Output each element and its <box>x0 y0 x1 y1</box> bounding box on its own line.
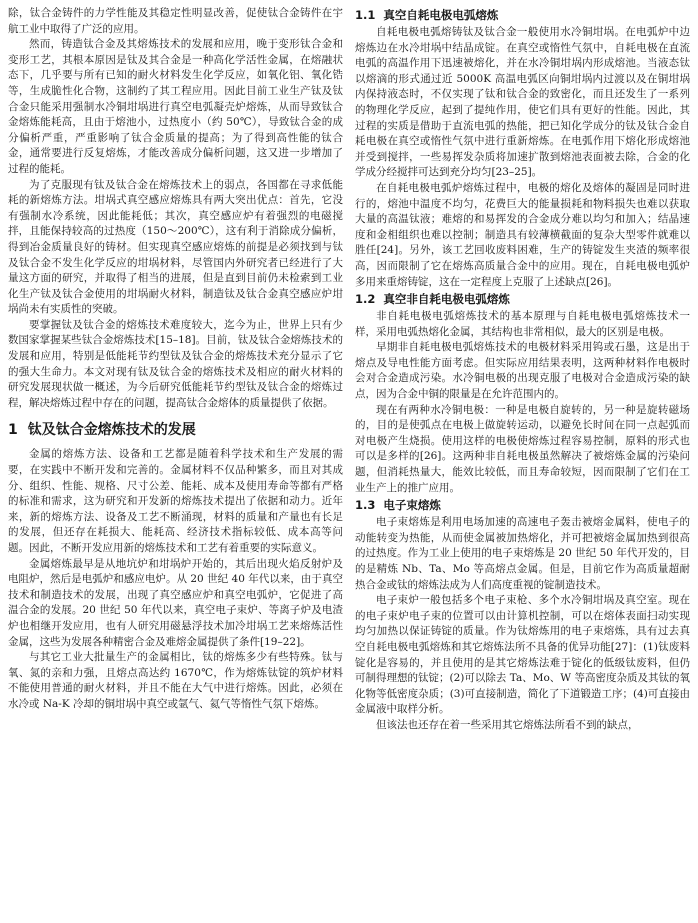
paragraph: 金属的熔炼方法、设备和工艺都是随着科学技术和生产发展的需要，在实践中不断开发和完善的。金属材料不仅品种繁多，而且对其成分、组织、性能、规格、尺寸公差、能耗、成本及使用寿命等都有严格的标准和需求，这为研究和开发新的熔炼技术提出了依据和动力。近年来，新的熔炼方法、设备及工艺不断涌现，材料的质量和产量也有长足的发展，但还存在耗损大、能耗高、经济技术指标较低、成本高等问题。因此，不断开发应用新的熔炼技术和工艺有着重要的实际意义。 <box>8 448 343 554</box>
paragraph: 电子束炉一般包括多个电子束枪、多个水冷铜坩埚及真空室。现在的电子束炉电子束的位置可以由计算机控制，可以在熔体表面扫动实现均匀加热以保证铸锭的质量。作为钛熔炼用的电子束熔炼，具有过去真空自耗电极电弧熔炼和其它熔炼法所不具备的优异功能[27]：(1)钛废料锭化是容易的，并且使用的是其它熔炼法难于锭化的低级钛废料，但仍可制得理想的钛锭；(2)可以除去 Ta、Mo、W 等高密度杂质及其钛的氧化物等低密度杂质；(3)可直接制造，简化了下道锻造工序；(4)可直接由金属液中取样分析。 <box>355 594 690 716</box>
paragraph: 除，钛合金铸件的力学性能及其稳定性明显改善，促使钛合金铸件在宇航工业中取得了广泛的应用。 <box>8 7 343 35</box>
subsection-number: 1.3 <box>355 498 376 513</box>
subsection-number: 1.2 <box>355 292 376 307</box>
subsection-heading <box>355 7 690 24</box>
paragraph: 但该法也还存在着一些采用其它熔炼法所看不到的缺点， <box>376 718 639 731</box>
subsection-heading <box>355 291 690 308</box>
left-column <box>8 6 343 918</box>
paragraph: 自耗电极电弧熔铸钛及钛合金一般使用水冷铜坩埚。在电弧炉中边熔炼边在水冷坩埚中结晶成锭。在真空或惰性气氛中，自耗电极在直流电弧的高温作用下迅速被熔化，并在水冷铜坩埚内形成熔池。当液态钛以熔滴的形式通过近 5000K 高温电弧区向铜坩埚内过渡以及在铜坩埚内保持液态时，不仅实现了钛和钛合金的致密化，而且还发生了一系列的物理化学反应，起到了提纯作用，使它们具有更好的性能。因此，其过程的实质是借助于直流电弧的热能，把已知化学成分的钛及钛合金自耗电极在真空或惰性气氛中进行重新熔炼。在电弧作用下熔化形成熔池并受到搅拌，一些易挥发杂质将加速扩散到熔池表面被去除，合金的化学成分经搅拌可达到充分均匀[23–25]。 <box>355 26 690 179</box>
paragraph: 在自耗电极电弧炉熔炼过程中，电极的熔化及熔体的凝固是同时进行的，熔池中温度不均匀，花费巨大的能量损耗和物料损失也难以获取大量的高温钛液；难熔的和易挥发的合金成分难以均匀和加入；结晶速度和金相组织也难以控制；制造具有较薄横截面的复杂大型零件就难以胜任[24]。另外，该工艺回收废料困难，生产的铸锭发生夹渣的频率很高，因而限制了它在熔炼高质量合金中的应用。现在，自耗电极电弧炉多用来重熔铸锭，这在一定程度上克服了上述缺点[26]。 <box>355 181 690 288</box>
paragraph: 早期非自耗电极电弧熔炼技术的电极材料采用钨或石墨，这是出于熔点及导电性能方面考虑。但实际应用结果表明，这两种材料作电极时会对合金造成污染。水冷铜电极的出现克服了电极对合金造成污染的缺点，因为合金中铜的限量是在允许范围内的。 <box>355 341 690 401</box>
paragraph: 非自耗电极电弧熔炼技术的基本原理与自耗电极电弧熔炼技术一样，采用电弧热熔化金属，其结构也非常相似，最大的区别是电极。 <box>355 310 690 338</box>
paragraph: 要掌握钛及钛合金的熔炼技术难度较大，迄今为止，世界上只有少数国家掌握某些钛合金熔炼技术[15–18]。目前，钛及钛合金熔炼技术的发展和应用，特别是低能耗节约型钛及钛合金的熔炼技术充分显示了它的强大生命力。本文对现有钛及钛合金的熔炼技术及相应的耐火材料的研究发展现状做一概述，为今后研究低能耗节约型钛及钛合金的熔炼过程，解决熔炼过程中存在的问题，提高钛合金熔体的质量提供了依据。 <box>8 318 343 409</box>
subsection-number: 1.1 <box>355 8 376 22</box>
paragraph: 为了克服现有钛及钛合金在熔炼技术上的弱点，各国都在寻求低能耗的新熔炼方法。坩埚式真空感应熔炼具有两大突出优点：首先，它没有强制水冷系统，因此能耗低；其次，真空感应炉有着强烈的电磁搅拌，且能保持较高的过热度（150～200℃），这有利于消除成分偏析，得到冶金质量良好的铸材。但实现真空感应熔炼的前提是必须找到与钛及钛合金不发生化学反应的坩埚材料，尽管国内外研究者已经进行了大量这方面的研究，并取得了相当的进展，但是直到目前仍未检索到工业化生产钛及钛合金使用的坩埚耐火材料，制造钛及钛合金真空感应炉坩埚尚未有实质性的突破。 <box>8 178 343 316</box>
paragraph: 现在有两种水冷铜电极：一种是电极自旋转的，另一种是旋转磁场的，目的是使弧点在电极上做旋转运动，以避免长时间在同一点起弧而对电极产生烧损。使用这样的电极使熔炼过程容易控制，原料的形式也可以是多样的[26]。这两种非自耗电极虽然解决了被熔炼金属的污染问题，但消耗热量大，能效比较低，而且寿命较短，因而限制了它们在工业生产上的推广应用。 <box>355 403 690 494</box>
paragraph: 然而，铸造钛合金及其熔炼技术的发展和应用，晚于变形钛合金和变形工艺，其根本原因是钛及其合金是一种高化学活性金属，在熔融状态下，几乎要与所有已知的耐火材料发生化学反应，如氧化铝、氧化锆等，生成脆性化合物，这制约了其工程应用。因此目前工业生产钛及钛合金只能采用强制水冷铜坩埚进行真空电弧凝壳炉熔炼，从而导致钛合金熔炼能耗高，且由于熔池小，过热度小（约 50℃），导致钛合金的成分偏析严重，严重影响了钛合金质量的提高；为了得到高性能的钛合金，通常要进行反复熔炼，才能改善成分偏析问题，这又进一步增加了过程的能耗。 <box>8 38 343 175</box>
section-title: 钛及钛合金熔炼技术的发展 <box>27 422 196 439</box>
subsection-title: 真空非自耗电极电弧熔炼 <box>383 292 510 307</box>
subsection-title: 电子束熔炼 <box>383 498 441 513</box>
section-number: 1 <box>8 422 18 439</box>
paragraph: 电子束熔炼是利用电场加速的高速电子轰击被熔金属料，使电子的动能转变为热能，从而使金属被加热熔化，并可把被熔金属加热到很高的过热度。作为工业上使用的电子束熔炼是 20 世纪 50 年代开发的，目的是精炼 Nb、Ta、Mo 等高熔点金属。但是，目前它作为高质量超耐热合金或钛的熔炼法成为人们高度重视的锭制造技术。 <box>355 516 690 591</box>
paragraph: 与其它工业大批量生产的金属相比，钛的熔炼多少有些特殊。钛与氧、氮的亲和力强，且熔点高达约 1670℃，作为熔炼钛锭的筑炉材料不能使用普通的耐火材料，并且不能在大气中进行熔炼。因此，必须在水冷或 Na-K 冷却的铜坩埚中真空或氩气、氦气等惰性气氛下熔炼。 <box>8 651 343 710</box>
subsection-heading <box>355 497 690 514</box>
paragraph: 金属熔炼最早是从地坑炉和坩埚炉开始的，其后出现火焰反射炉及电阻炉，然后是电弧炉和感应电炉。从 20 世纪 40 年代以来，由于真空技术和制造技术的发展，出现了真空感应炉和真空电弧炉，它促进了高温合金的发展。20 世纪 50 年代以来，真空电子束炉、等离子炉及电渣炉也相继开发应用，也有人研究用磁悬浮技术加冷坩埚工艺来熔炼活性金属，这些为发展各种精密合金及难熔金属提供了条件[19–22]。 <box>8 557 343 648</box>
section-heading <box>8 420 343 440</box>
subsection-title: 真空自耗电极电弧熔炼 <box>383 8 499 22</box>
right-column <box>355 6 690 918</box>
